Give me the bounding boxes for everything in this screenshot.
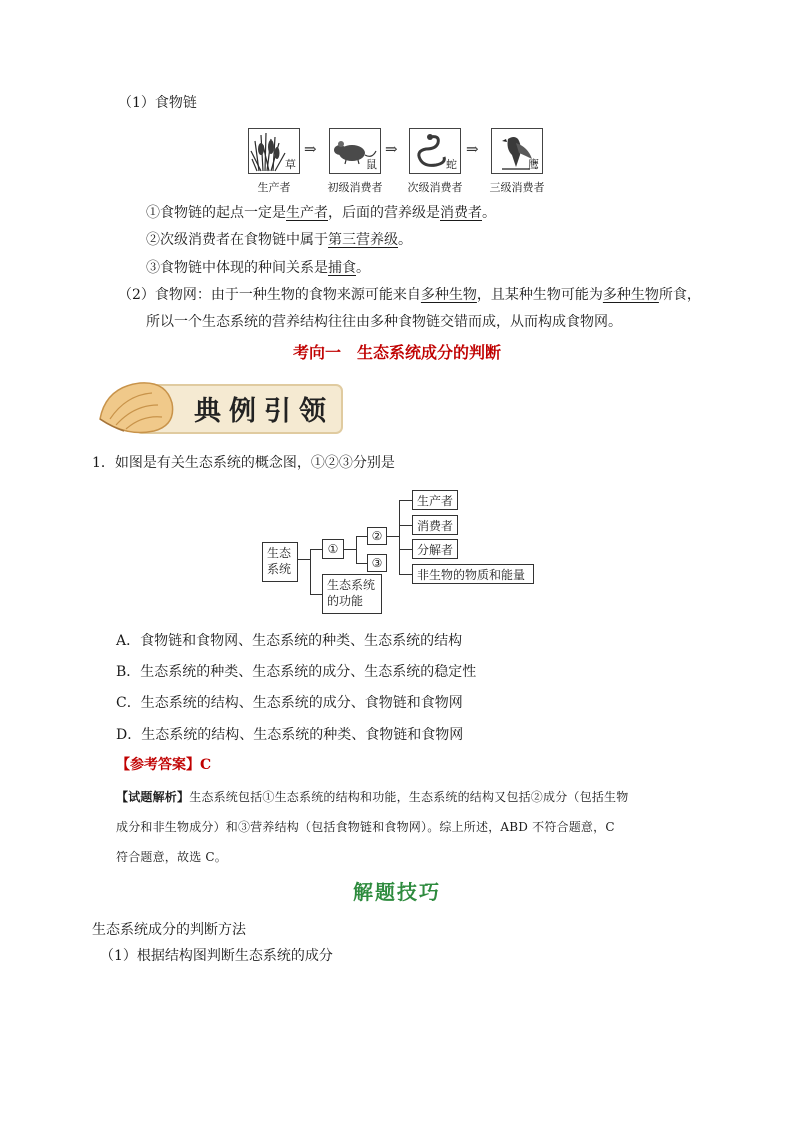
diagram-component-abiotic: 非生物的物质和能量	[412, 564, 534, 584]
diagram-component-decomposer: 分解者	[412, 539, 458, 559]
tips-heading: 生态系统成分的判断方法	[92, 922, 246, 938]
diagram-node-2: ②	[367, 527, 387, 545]
point-1: ①食物链的起点一定是生产者，后面的营养级是消费者。	[146, 205, 496, 221]
organism-name-grass: 草	[285, 158, 296, 171]
diagram-connector	[399, 549, 412, 550]
diagram-connector	[298, 559, 310, 560]
diagram-root-box: 生态系统	[262, 542, 298, 582]
caption-tertiary-consumer: 三级消费者	[489, 181, 545, 194]
banner-title: 典例引领	[194, 396, 334, 427]
arrow-icon: ⇒	[385, 140, 398, 158]
mouse-box	[329, 128, 381, 174]
food-chain-figure	[245, 128, 555, 196]
caption-primary-consumer: 初级消费者	[327, 181, 383, 194]
diagram-connector	[399, 500, 412, 501]
food-web-line-1: （2）食物网：由于一种生物的食物来源可能来自多种生物，且某种生物可能为多种生物所食，	[118, 287, 701, 303]
point-3: ③食物链中体现的种间关系是捕食。	[146, 260, 370, 276]
diagram-connector	[399, 525, 412, 526]
diagram-connector	[356, 563, 367, 564]
diagram-function-box: 生态系统的功能	[322, 574, 382, 614]
diagram-connector	[356, 536, 367, 537]
arrow-icon: ⇒	[304, 140, 317, 158]
concept-diagram	[260, 487, 540, 615]
option-b: B．生态系统的种类、生态系统的成分、生态系统的稳定性	[116, 664, 477, 680]
option-c: C．生态系统的结构、生态系统的成分、食物链和食物网	[116, 695, 463, 711]
hawk-box	[491, 128, 543, 174]
diagram-connector	[344, 549, 356, 550]
explanation-line-1: 【试题解析】生态系统包括①生态系统的结构和功能，生态系统的结构又包括②成分（包括生物	[116, 790, 629, 804]
diagram-connector	[399, 500, 400, 574]
organism-name-mouse: 鼠	[366, 158, 377, 171]
organism-name-hawk: 鹰	[528, 158, 539, 171]
tips-item-1: （1）根据结构图判断生态系统的成分	[100, 948, 333, 964]
organism-name-snake: 蛇	[446, 158, 457, 171]
diagram-connector	[399, 574, 412, 575]
diagram-connector	[310, 549, 311, 594]
caption-secondary-consumer: 次级消费者	[407, 181, 463, 194]
reference-answer: 【参考答案】C	[116, 757, 212, 773]
grass-box	[248, 128, 300, 174]
example-banner	[96, 375, 348, 441]
point-2: ②次级消费者在食物链中属于第三营养级。	[146, 232, 412, 248]
arrow-icon: ⇒	[466, 140, 479, 158]
snake-box	[409, 128, 461, 174]
question-stem: 1．如图是有关生态系统的概念图，①②③分别是	[92, 455, 395, 471]
tips-title: 解题技巧	[353, 880, 441, 904]
diagram-connector	[310, 594, 322, 595]
section-heading-food-chain: （1）食物链	[118, 95, 197, 111]
caption-producer: 生产者	[257, 181, 291, 194]
diagram-node-3: ③	[367, 554, 387, 572]
diagram-connector	[387, 536, 399, 537]
diagram-component-consumer: 消费者	[412, 515, 458, 535]
diagram-connector	[310, 549, 322, 550]
diagram-node-1: ①	[322, 539, 344, 559]
explanation-line-3: 符合题意，故选 C。	[116, 850, 227, 864]
option-d: D．生态系统的结构、生态系统的种类、食物链和食物网	[116, 727, 464, 743]
diagram-connector	[356, 536, 357, 563]
food-web-line-2: 所以一个生态系统的营养结构往往由多种食物链交错而成，从而构成食物网。	[146, 314, 622, 330]
explanation-line-2: 成分和非生物成分）和③营养结构（包括食物链和食物网）。综上所述，ABD 不符合题意，C	[116, 820, 615, 834]
diagram-component-producer: 生产者	[412, 490, 458, 510]
kaoxiang-title: 考向一 生态系统成分的判断	[292, 343, 501, 362]
option-a: A．食物链和食物网、生态系统的种类、生态系统的结构	[116, 633, 463, 649]
